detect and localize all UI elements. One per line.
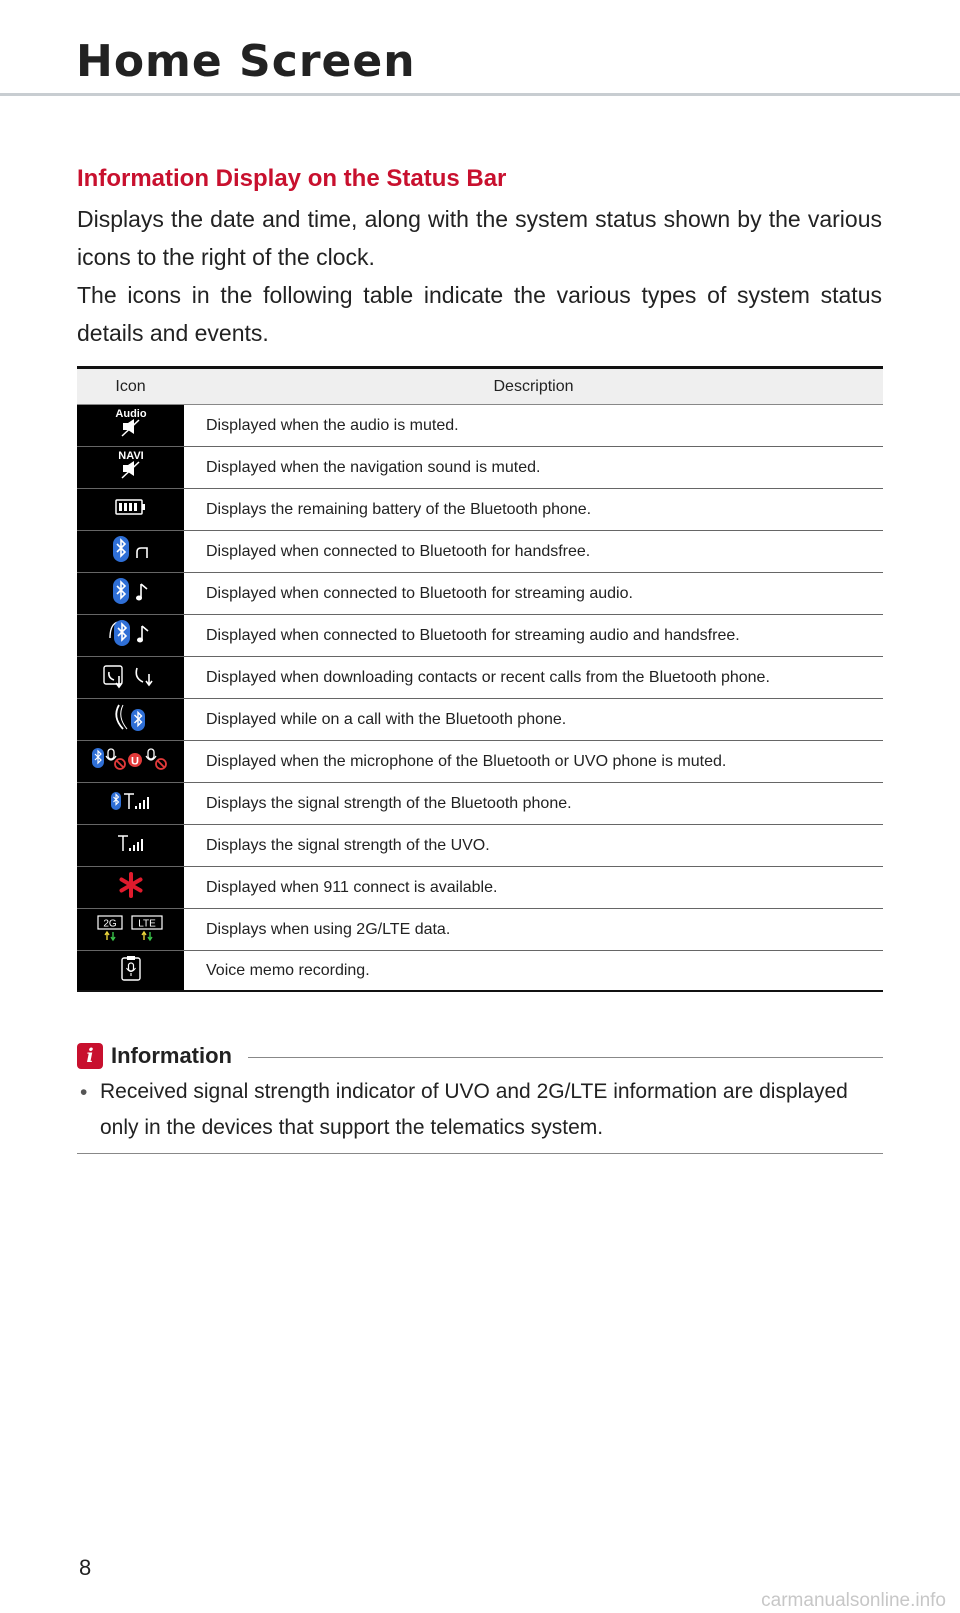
bluetooth-handsfree-icon [109,534,153,564]
row-description: Voice memo recording. [184,951,883,992]
icon-cell [77,573,184,615]
information-icon: i [77,1043,103,1069]
status-icon-table [77,366,883,992]
bluetooth-audio-icon [109,576,153,606]
download-contacts-icon [101,660,161,690]
voice-memo-icon [120,954,142,982]
icon-cell [77,783,184,825]
bluetooth-call-icon [109,701,153,733]
intro-paragraph-1: Displays the date and time, along with the system status shown by the various icons to the right of the clock. [77,206,882,270]
page-number: 8 [79,1555,92,1580]
table-row [77,615,883,657]
watermark: carmanualsonline.info [761,1590,946,1611]
table-row [77,699,883,741]
information-text: Received signal strength indicator of UVO and 2G/LTE information are displayed only in the devices that support the telematics system. [100,1080,848,1139]
icon-cell [77,951,184,992]
audio-icon-label: Audio [114,408,147,420]
row-description: Displayed when downloading contacts or recent calls from the Bluetooth phone. [184,657,883,699]
information-divider [248,1057,883,1058]
table-row [77,783,883,825]
row-description: Displays the remaining battery of the Bluetooth phone. [184,489,883,531]
section-heading: Information Display on the Status Bar [77,165,507,192]
bullet-icon: • [80,1081,88,1104]
row-description: Displayed when the navigation sound is muted. [184,447,883,489]
intro-paragraph-2: The icons in the following table indicate the various types of system status details and events. [77,282,882,346]
icon-cell [77,867,184,909]
table-row [77,531,883,573]
uvo-icon-label: U [130,755,139,768]
row-description: Displayed when connected to Bluetooth for streaming audio and handsfree. [184,615,883,657]
row-description: Displayed when the audio is muted. [184,405,883,447]
table-row [77,489,883,531]
description-column-header: Description [184,368,883,405]
table-row [77,867,883,909]
icon-cell [77,657,184,699]
title-divider [0,93,960,96]
icon-cell [77,615,184,657]
table-row [77,909,883,951]
icon-cell [77,447,184,489]
table-row [77,951,883,992]
row-description: Displays when using 2G/LTE data. [184,909,883,951]
icon-cell [77,489,184,531]
table-row [77,573,883,615]
data-2g-lte-icon [96,912,166,942]
row-description: Displayed when 911 connect is available. [184,867,883,909]
icon-cell [77,531,184,573]
icon-cell [77,405,184,447]
table-row [77,825,883,867]
table-row [77,741,883,783]
audio-muted-icon [111,406,151,440]
navi-muted-icon [111,448,151,482]
microphone-muted-icon [91,745,171,773]
table-row [77,447,883,489]
row-description: Displayed while on a call with the Bluetooth phone. [184,699,883,741]
information-bottom-divider [77,1153,883,1154]
table-row [77,657,883,699]
page-title: Home Screen [76,36,416,87]
icon-cell [77,909,184,951]
bluetooth-audio-handsfree-icon [106,618,156,648]
icon-cell [77,825,184,867]
emergency-911-icon [118,872,144,898]
row-description: Displays the signal strength of the UVO. [184,825,883,867]
icon-column-header: Icon [77,368,184,405]
information-heading [77,1043,232,1069]
2g-icon-label: 2G [102,918,117,930]
table-row [77,405,883,447]
uvo-signal-icon [116,831,146,855]
navi-icon-label: NAVI [117,450,144,462]
bluetooth-signal-icon [109,789,153,813]
battery-icon [115,498,147,516]
row-description: Displays the signal strength of the Bluetooth phone. [184,783,883,825]
information-label: Information [111,1043,232,1068]
row-description: Displayed when connected to Bluetooth for handsfree. [184,531,883,573]
icon-cell [77,741,184,783]
row-description: Displayed when connected to Bluetooth for streaming audio. [184,573,883,615]
row-description: Displayed when the microphone of the Bluetooth or UVO phone is muted. [184,741,883,783]
icon-cell [77,699,184,741]
table-header-row [77,368,883,405]
lte-icon-label: LTE [137,918,156,930]
